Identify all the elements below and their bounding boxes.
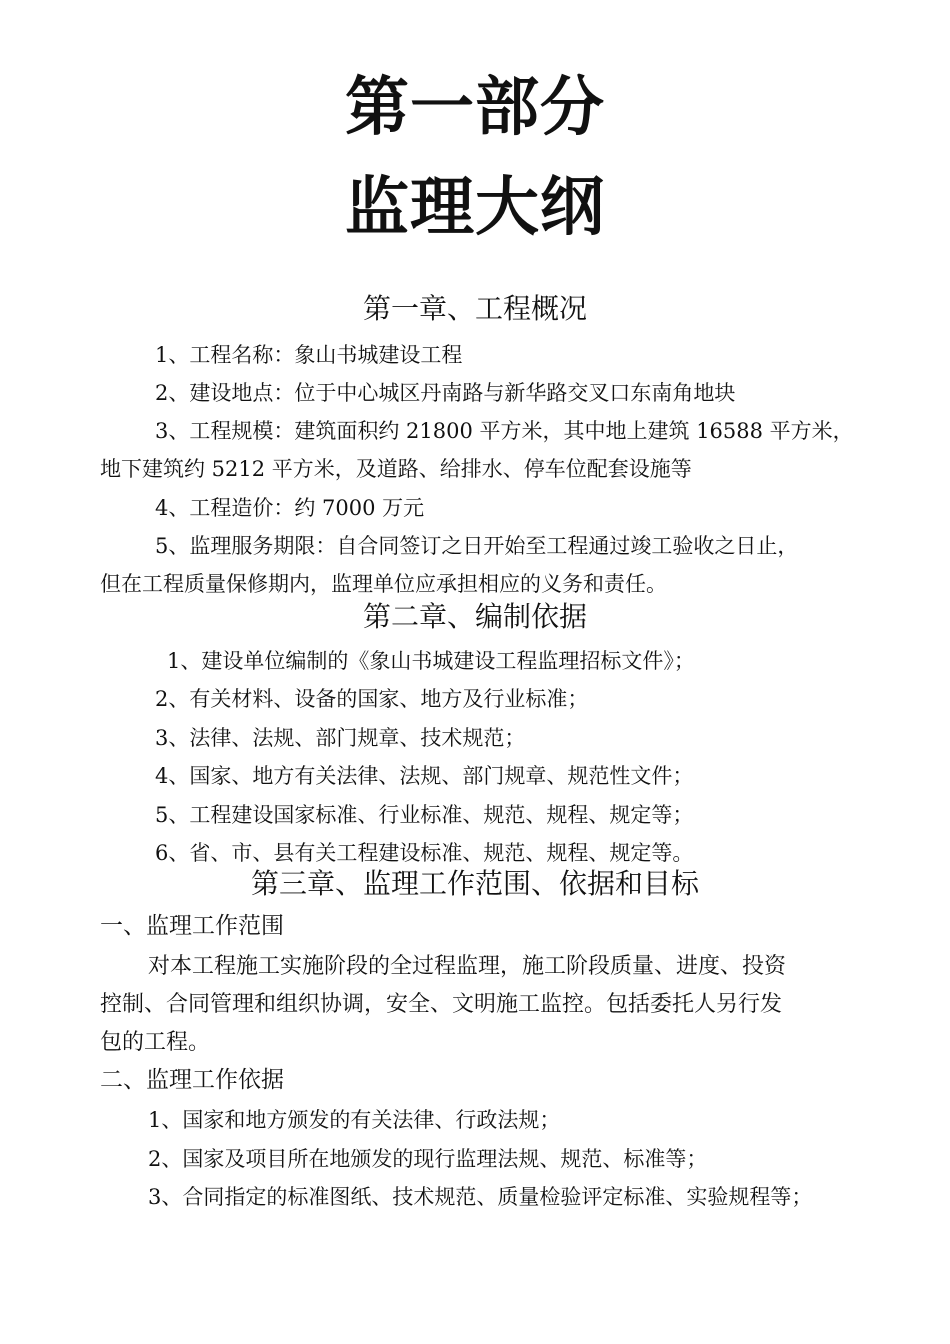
chapter1-heading: 第一章、工程概况 [362, 292, 587, 325]
chapter3-section2-item2: 2、国家及项目所在地颁发的现行监理法规、规范、标准等； [148, 1147, 708, 1171]
chapter3-section2-item3: 3、合同指定的标准图纸、技术规范、质量检验评定标准、实验规程等； [148, 1185, 813, 1209]
part-title: 第一部分 [345, 71, 605, 145]
chapter1-item5-line1: 5、监理服务期限：自合同签订之日开始至工程通过竣工验收之日止， [155, 534, 799, 558]
chapter3-section1-line3: 包的工程。 [100, 1030, 211, 1055]
chapter1-item5-line2: 但在工程质量保修期内，监理单位应承担相应的义务和责任。 [100, 572, 667, 596]
chapter2-item6: 6、省、市、县有关工程建设标准、规范、规程、规定等。 [155, 841, 694, 865]
chapter1-item3-line1: 3、工程规模：建筑面积约 21800 平方米，其中地上建筑 16588 平方米， [155, 419, 854, 443]
chapter2-heading: 第二章、编制依据 [362, 600, 587, 633]
chapter2-item2: 2、有关材料、设备的国家、地方及行业标准； [155, 687, 589, 711]
chapter1-item4: 4、工程造价：约 7000 万元 [155, 496, 425, 520]
chapter2-item1: 1、建设单位编制的《象山书城建设工程监理招标文件》； [167, 649, 695, 673]
outline-title: 监理大纲 [345, 171, 605, 245]
chapter1-item1: 1、工程名称：象山书城建设工程 [155, 343, 463, 367]
chapter3-section2-item1: 1、国家和地方颁发的有关法律、行政法规； [148, 1108, 561, 1132]
chapter3-section1-heading: 一、监理工作范围 [100, 913, 284, 939]
chapter3-section1-line1: 对本工程施工实施阶段的全过程监理，施工阶段质量、进度、投资 [148, 954, 787, 979]
chapter3-heading: 第三章、监理工作范围、依据和目标 [250, 867, 699, 900]
chapter3-section2-heading: 二、监理工作依据 [100, 1067, 284, 1093]
chapter1-item3-line2: 地下建筑约 5212 平方米，及道路、给排水、停车位配套设施等 [100, 457, 692, 481]
chapter2-item5: 5、工程建设国家标准、行业标准、规范、规程、规定等； [155, 803, 694, 827]
chapter1-item2: 2、建设地点：位于中心城区丹南路与新华路交叉口东南角地块 [155, 381, 736, 405]
chapter2-item4: 4、国家、地方有关法律、法规、部门规章、规范性文件； [155, 764, 694, 788]
chapter3-section1-line2: 控制、合同管理和组织协调，安全、文明施工监控。包括委托人另行发 [100, 992, 783, 1017]
chapter2-item3: 3、法律、法规、部门规章、技术规范； [155, 726, 526, 750]
